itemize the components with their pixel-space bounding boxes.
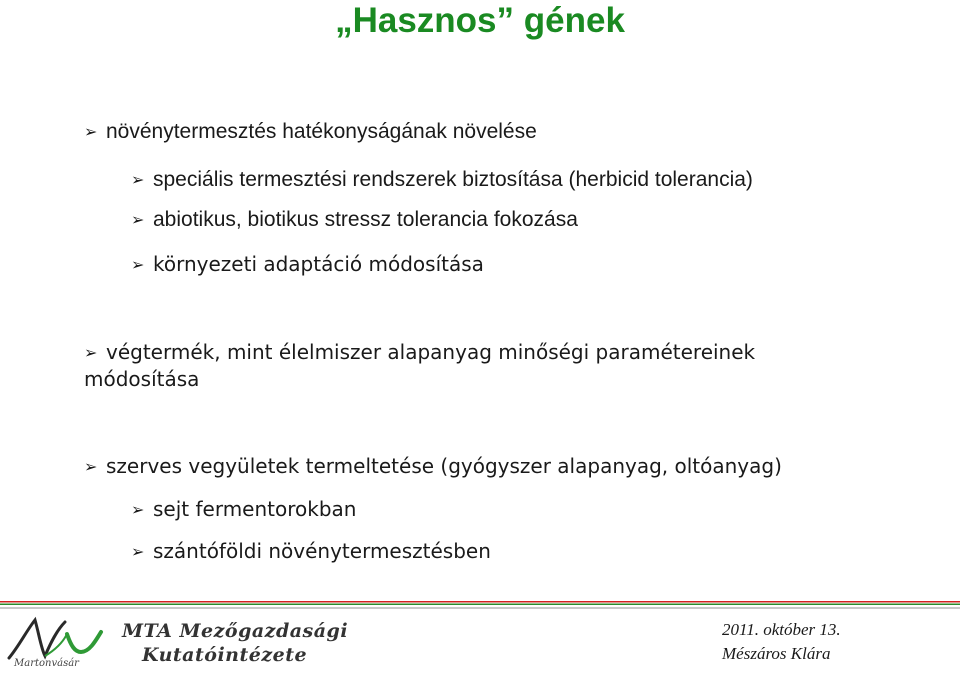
bullet-text: abiotikus, biotikus stressz tolerancia fokozása	[153, 208, 578, 231]
institute-name-line1: MTA Mezőgazdasági	[122, 620, 349, 642]
sub-bullet-item	[131, 167, 753, 192]
arrow-bullet-icon: ➢	[84, 343, 98, 362]
bullet-text: végtermék, mint élelmiszer alapanyag minőségi paramétereinek	[106, 340, 756, 364]
bullet-item	[84, 454, 782, 479]
slide-title: „Hasznos” gének	[335, 1, 625, 40]
bullet-text: környezeti adaptáció módosítása	[153, 252, 484, 276]
footer-flag-stripe	[0, 601, 960, 605]
arrow-bullet-icon: ➢	[131, 255, 145, 274]
sub-bullet-item	[131, 497, 356, 522]
arrow-bullet-icon: ➢	[84, 457, 98, 476]
logo-caption: Martonvásár	[14, 658, 79, 669]
sub-bullet-item	[131, 252, 484, 277]
bullet-text: növénytermesztés hatékonyságának növelése	[106, 120, 537, 143]
arrow-bullet-icon: ➢	[131, 542, 145, 561]
bullet-text: szerves vegyületek termeltetése (gyógyszer alapanyag, oltóanyag)	[106, 454, 782, 478]
sub-bullet-item	[131, 207, 578, 232]
arrow-bullet-icon: ➢	[131, 500, 145, 519]
presentation-date: 2011. október 13.	[722, 620, 841, 639]
bullet-item	[84, 340, 755, 365]
bullet-text: szántóföldi növénytermesztésben	[153, 539, 491, 563]
sub-bullet-item	[131, 539, 491, 564]
bullet-text: sejt fermentorokban	[153, 497, 357, 521]
bullet-text: speciális termesztési rendszerek biztosítása (herbicid tolerancia)	[153, 168, 753, 191]
arrow-bullet-icon: ➢	[84, 122, 98, 141]
bullet-text-continuation: módosítása	[84, 367, 200, 391]
footer-divider	[0, 607, 960, 609]
arrow-bullet-icon: ➢	[131, 210, 145, 229]
arrow-bullet-icon: ➢	[131, 170, 145, 189]
presentation-author: Mészáros Klára	[722, 644, 831, 663]
bullet-item	[84, 119, 537, 144]
institute-name-line2: Kutatóintézete	[142, 644, 308, 666]
